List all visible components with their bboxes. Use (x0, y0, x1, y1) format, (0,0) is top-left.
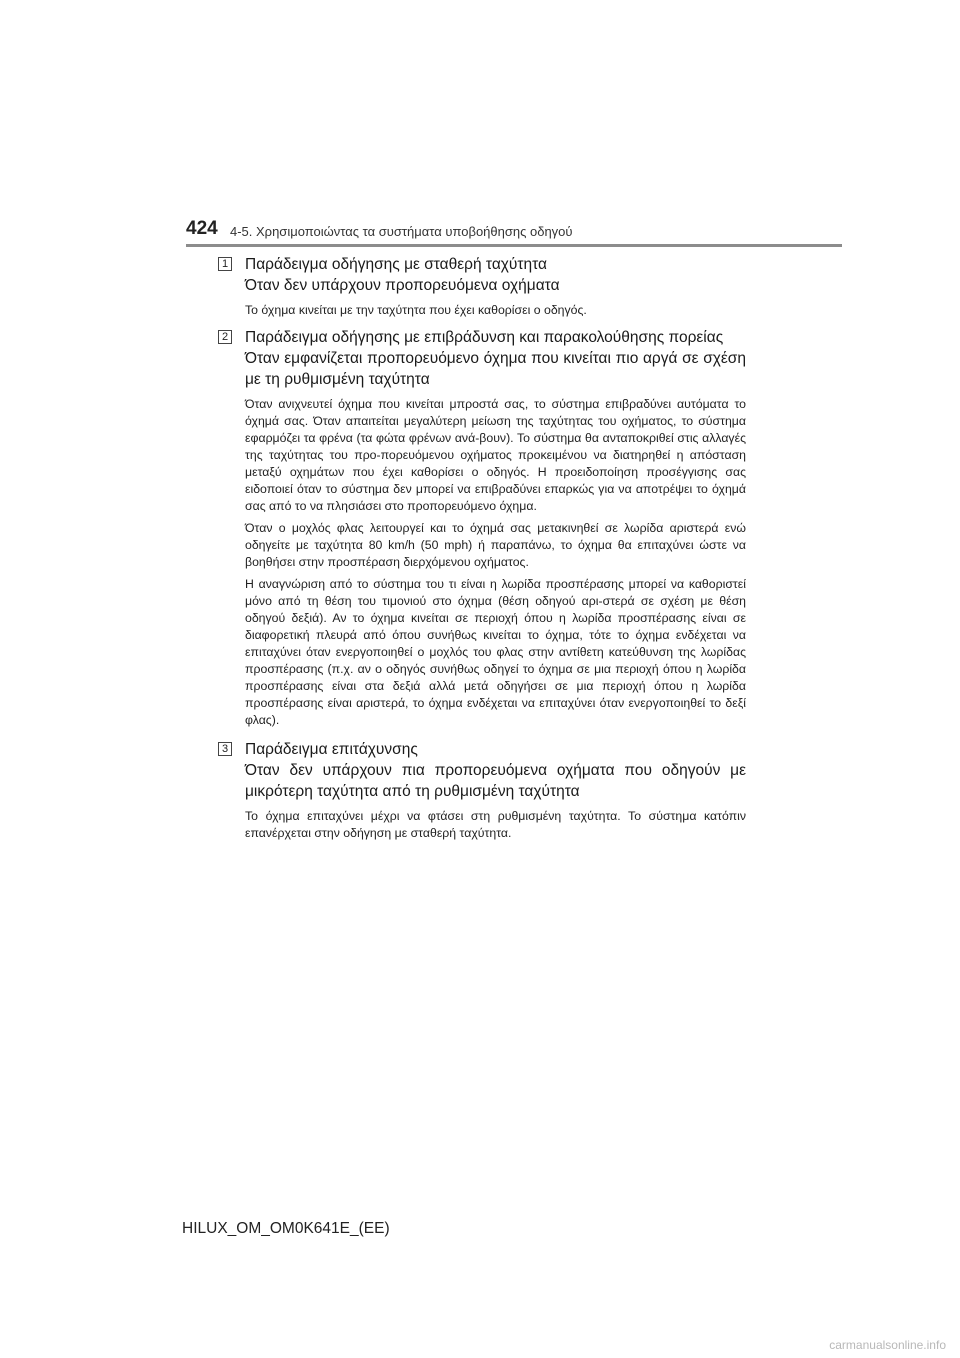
heading-line: Παράδειγμα επιτάχυνσης (245, 741, 418, 758)
heading-line: Παράδειγμα οδήγησης με επιβράδυνση και παρακολούθησης πορείας (245, 329, 724, 346)
section-paragraph: Το όχημα κινείται με την ταχύτητα που έχει καθορίσει ο οδηγός. (245, 303, 587, 317)
page-header (186, 214, 842, 248)
section-heading (245, 327, 746, 390)
section-paragraph: Όταν ανιχνευτεί όχημα που κινείται μπροστά σας, το σύστημα επιβραδύνει αυτόματα το όχημά σας. Όταν απαιτείται μεγαλύτερη μείωση της ταχύτητας του οχήματος, το σύστημα εφαρμόζει τα φρένα (τα φώτα φρένων ανά-βουν). Το σύστημα θα ανταποκριθεί στις αλλαγές της ταχύτητας του προ-πορευόμενου οχήματος προκειμένου να διατηρηθεί η απόσταση μεταξύ οχημάτων που έχει καθορίσει ο οδηγός. Η προειδοποίηση προσέγγισης σας ειδοποιεί όταν το σύστημα δεν μπορεί να επιβραδύνει επαρκώς για να αποτρέψει το όχημά σας από το να πλησιάσει στο προπορευόμενο όχημα. (245, 397, 746, 513)
section-heading (245, 254, 746, 296)
section-heading (245, 739, 746, 802)
section-paragraph: Όταν ο μοχλός φλας λειτουργεί και το όχημά σας μετακινηθεί σε λωρίδα αριστερά ενώ οδηγείτε με ταχύτητα 80 km/h (50 mph) ή παραπάνω, το όχημα θα επιταχύνει ώστε να βοηθήσει στην προσπέραση διερχόμενου οχήματος. (245, 521, 746, 569)
section-paragraph: Το όχημα επιταχύνει μέχρι να φτάσει στη ρυθμισμένη ταχύτητα. Το σύστημα κατόπιν επανέρχεται στην οδήγηση με σταθερή ταχύτητα. (245, 809, 746, 840)
heading-line: Όταν εμφανίζεται προπορευόμενο όχημα που κινείται πιο αργά σε σχέση με τη ρυθμισμένη ταχύτητα (245, 350, 746, 388)
page-number: 424 (186, 218, 218, 239)
heading-line: Παράδειγμα οδήγησης με σταθερή ταχύτητα (245, 256, 548, 273)
section-2 (218, 327, 746, 729)
chapter-title: 4-5. Χρησιμοποιώντας τα συστήματα υποβοήθησης οδηγού (230, 224, 573, 239)
header-divider (186, 244, 842, 247)
heading-line: Όταν δεν υπάρχουν προπορευόμενα οχήματα (245, 277, 560, 294)
section-number-badge: 2 (218, 330, 232, 344)
heading-line: Όταν δεν υπάρχουν πια προπορευόμενα οχήματα που οδηγούν με μικρότερη ταχύτητα από τη ρυθμισμένη ταχύτητα (245, 762, 746, 800)
document-code: HILUX_OM_OM0K641E_(EE) (182, 1220, 390, 1237)
main-content (218, 254, 746, 842)
watermark-link[interactable]: carmanualsonline.info (829, 1338, 946, 1352)
section-number-badge: 1 (218, 257, 232, 271)
section-number-badge: 3 (218, 742, 232, 756)
section-3 (218, 739, 746, 842)
section-1 (218, 254, 746, 319)
section-paragraph: Η αναγνώριση από το σύστημα του τι είναι η λωρίδα προσπέρασης μπορεί να καθοριστεί μόνο από τη θέση του τιμονιού στο όχημα (θέση οδηγού αρι-στερά σε σχέση με θέση οδηγού δεξιά). Αν το όχημα κινείται σε περιοχή όπου η λωρίδα προσπέρασης είναι σε διαφορετική πλευρά από όπου συνήθως κινείται το όχημα, τότε το όχημα ενδέχεται να επιταχύνει όταν ενεργοποιηθεί ο μοχλός του φλας στην αντίθετη κατεύθυνση της λωρίδας προσπέρασης (π.χ. αν ο οδηγός συνήθως οδηγεί το όχημα σε μια περιοχή όπου η λωρίδα προσπέρασης είναι στα δεξιά αλλά μετά οδηγήσει σε μια περιοχή όπου η λωρίδα προσπέρασης είναι αριστερά, το όχημα ενδέχεται να επιταχύνει όταν ενεργοποιηθεί το δεξί φλας). (245, 577, 746, 727)
